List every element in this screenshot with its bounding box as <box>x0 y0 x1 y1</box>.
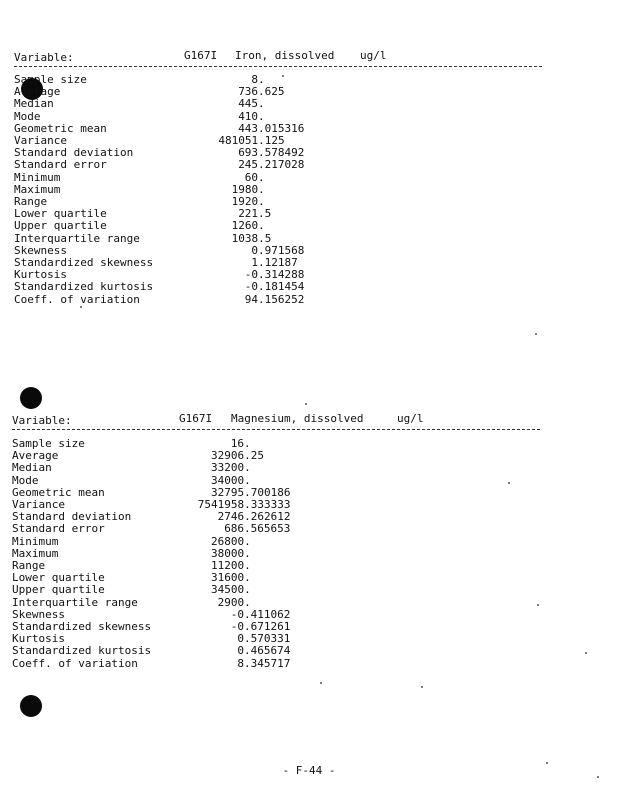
stat-value: -0.411062 <box>230 607 291 621</box>
stat-label: Kurtosis <box>12 632 65 646</box>
scan-speck <box>80 306 82 308</box>
stat-label: Standard deviation <box>14 146 134 160</box>
stat-value: 8.345717 <box>237 656 291 670</box>
stat-label: Variance <box>14 134 67 147</box>
stat-label: Interquartile range <box>14 231 140 245</box>
stat-value: 32906.25 <box>211 449 264 463</box>
stat-label: Standardized skewness <box>12 620 152 633</box>
stat-label: Average <box>14 85 61 99</box>
stat-value: 410. <box>238 109 265 123</box>
stat-label: Standardized kurtosis <box>12 644 152 658</box>
stat-label: Minimum <box>12 534 59 548</box>
stats-row <box>12 438 412 450</box>
scan-speck <box>508 482 510 484</box>
stat-value: 26800. <box>211 534 251 548</box>
variable-code: G167I <box>179 412 213 425</box>
stat-label: Upper quartile <box>14 219 107 233</box>
stats-row <box>12 475 412 487</box>
stat-label: Range <box>12 559 46 572</box>
stat-value: 1920. <box>231 195 265 208</box>
stat-value: 245.217028 <box>238 158 305 172</box>
stats-row <box>14 281 414 293</box>
stat-label: Mode <box>12 473 39 487</box>
stats-row <box>14 208 414 220</box>
stat-value: 1260. <box>231 219 265 233</box>
stat-value: 0.971568 <box>251 243 305 257</box>
stat-value: 33200. <box>211 461 251 475</box>
header-rule <box>14 66 542 67</box>
stats-row <box>12 499 412 511</box>
stats-row <box>14 74 414 86</box>
stat-label: Maximum <box>12 546 59 560</box>
stats-row <box>14 147 414 159</box>
stat-value: 16. <box>230 437 251 450</box>
scan-speck <box>585 652 587 654</box>
stats-row <box>12 560 412 572</box>
punch-hole-bottom <box>20 695 42 717</box>
stat-label: Maximum <box>14 182 61 196</box>
stat-value: 34000. <box>211 473 251 487</box>
stats-row <box>14 135 414 147</box>
stat-value: 1.12187 <box>251 256 298 269</box>
stat-value: 445. <box>238 97 265 111</box>
page-number: - F-44 - <box>282 764 336 777</box>
stat-value: 0.570331 <box>237 632 291 646</box>
stat-value: 2746.262612 <box>217 510 291 524</box>
stat-label: Standardized skewness <box>14 256 154 269</box>
stats-row <box>14 123 414 135</box>
variable-name: Magnesium, dissolved <box>231 412 364 425</box>
stat-label: Geometric mean <box>14 121 107 135</box>
variable-label: Variable: <box>12 414 72 427</box>
stat-label: Sample size <box>14 73 87 86</box>
stat-value: 94.156252 <box>244 292 305 306</box>
header-rule <box>12 429 540 430</box>
variable-unit: ug/l <box>360 49 387 62</box>
stat-value: 1980. <box>231 182 265 196</box>
scan-speck <box>537 604 539 606</box>
variable-unit: ug/l <box>397 412 424 425</box>
stats-row <box>12 658 412 670</box>
stats-row <box>12 645 412 657</box>
stat-value: 11200. <box>211 559 251 572</box>
stat-value: 7541958.333333 <box>197 498 291 511</box>
stats-row <box>12 450 412 462</box>
stat-value: 38000. <box>211 546 251 560</box>
stat-value: 34500. <box>211 583 251 597</box>
stats-row <box>12 584 412 596</box>
stat-label: Average <box>12 449 59 463</box>
stats-row <box>14 98 414 110</box>
stat-value: 1038.5 <box>231 231 272 245</box>
stats-row <box>12 597 412 609</box>
stat-value: 693.578492 <box>238 146 305 160</box>
stats-row <box>14 184 414 196</box>
stat-value: 2900. <box>217 595 251 609</box>
stat-label: Kurtosis <box>14 268 67 282</box>
stat-value: 31600. <box>211 571 251 585</box>
stats-row <box>12 487 412 499</box>
stats-row <box>12 633 412 645</box>
stat-label: Coeff. of variation <box>14 292 140 306</box>
stat-value: 32795.700186 <box>211 485 291 499</box>
stat-label: Geometric mean <box>12 485 105 499</box>
stats-row <box>12 621 412 633</box>
scan-speck <box>320 682 322 684</box>
stat-label: Variance <box>12 498 65 511</box>
stats-row <box>12 462 412 474</box>
stat-label: Standardized kurtosis <box>14 280 154 294</box>
stats-row <box>14 245 414 257</box>
stat-value: 736.625 <box>238 85 285 99</box>
stat-label: Standard error <box>14 158 107 172</box>
stat-label: Mode <box>14 109 41 123</box>
stats-row <box>14 220 414 232</box>
stat-label: Skewness <box>14 243 67 257</box>
stats-row <box>14 269 414 281</box>
stat-label: Upper quartile <box>12 583 105 597</box>
stats-row <box>14 172 414 184</box>
stats-row <box>12 536 412 548</box>
stat-label: Median <box>12 461 52 475</box>
variable-label: Variable: <box>14 51 74 64</box>
scan-speck <box>535 333 537 335</box>
stats-row <box>14 86 414 98</box>
stats-row <box>12 548 412 560</box>
variable-code: G167I <box>184 49 218 62</box>
stat-label: Coeff. of variation <box>12 656 138 670</box>
stat-label: Median <box>14 97 54 111</box>
stat-label: Standard error <box>12 522 105 536</box>
stats-row <box>14 294 414 306</box>
stats-row <box>12 572 412 584</box>
stats-row <box>14 196 414 208</box>
stats-row <box>12 523 412 535</box>
variable-name: Iron, dissolved <box>235 49 335 62</box>
stats-row <box>14 257 414 269</box>
scan-speck <box>305 403 307 405</box>
stat-label: Skewness <box>12 607 65 621</box>
scan-speck <box>421 686 423 688</box>
stats-row <box>12 511 412 523</box>
stats-row <box>14 111 414 123</box>
stat-value: -0.314288 <box>244 268 305 282</box>
stat-value: -0.671261 <box>230 620 291 633</box>
stat-label: Range <box>14 195 48 208</box>
stats-row <box>14 233 414 245</box>
stat-value: 0.465674 <box>237 644 291 658</box>
stat-label: Standard deviation <box>12 510 132 524</box>
stat-label: Minimum <box>14 170 61 184</box>
stats-row <box>12 609 412 621</box>
stat-value: -0.181454 <box>244 280 305 294</box>
stat-label: Interquartile range <box>12 595 138 609</box>
stat-value: 60. <box>244 170 265 184</box>
stat-value: 443.015316 <box>238 121 305 135</box>
stat-value: 8. <box>251 73 265 86</box>
stat-value: 481051.125 <box>218 134 285 147</box>
stat-label: Lower quartile <box>12 571 105 585</box>
punch-hole-middle <box>20 387 42 409</box>
stat-label: Lower quartile <box>14 207 107 221</box>
stat-value: 686.565653 <box>224 522 291 536</box>
stat-label: Sample size <box>12 437 85 450</box>
stats-row <box>14 159 414 171</box>
stat-value: 221.5 <box>238 207 272 221</box>
